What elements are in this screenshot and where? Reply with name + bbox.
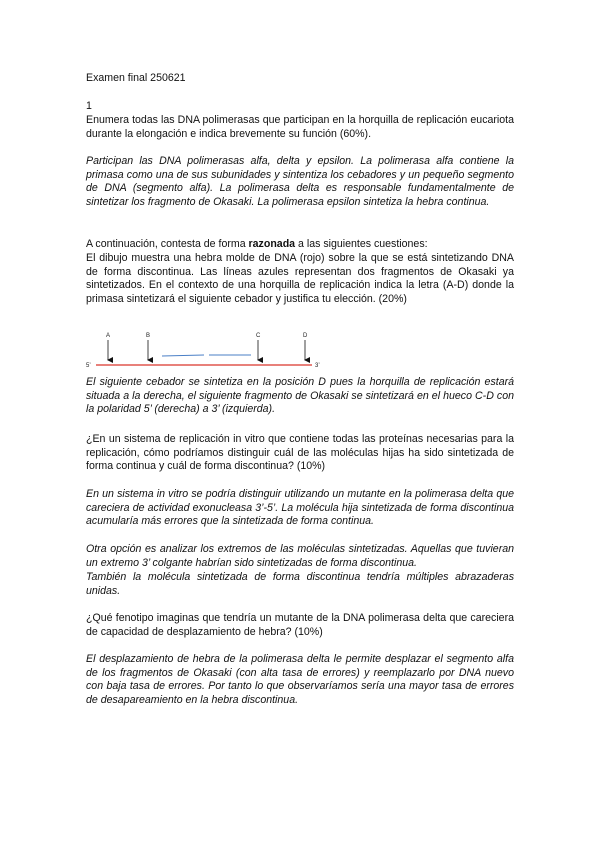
instructions-suffix: a las siguientes cuestiones: xyxy=(295,238,428,250)
question-1-number: 1 xyxy=(86,100,92,112)
question-2-text: El dibujo muestra una hebra molde de DNA (rojo) sobre la que se está sintetizando DNA de forma discontinua. Las líneas azules representan dos fragmentos de Okasaki ya sintetizados. En el contexto de una horquilla de replicación indica la letra (A-D) donde la primasa sintetizará el siguiente cebador y justifica tu elección. (20%) xyxy=(86,252,514,305)
position-label-d: D xyxy=(303,333,308,339)
position-label-b: B xyxy=(146,333,151,339)
five-prime-label: 5’ xyxy=(86,363,91,369)
okazaki-fragment-1 xyxy=(162,355,204,356)
answer-3-paragraph-1: En un sistema in vitro se podría distinguir utilizando un mutante en la polimerasa delta que careciera de actividad exonucleasa 3’-5’. La molécula hija sintetizada de forma discontinua acumularía más errores que la sintetizada de forma continua. xyxy=(86,488,514,528)
instructions-bold: razonada xyxy=(248,238,296,250)
position-label-c: C xyxy=(256,333,261,339)
position-label-a: A xyxy=(106,333,111,339)
question-1-text: Enumera todas las DNA polimerasas que participan en la horquilla de replicación eucariota durante la elongación e indica brevemente su función (60%). xyxy=(86,114,514,140)
instructions-line xyxy=(86,238,514,252)
answer-3-paragraph-2: Otra opción es analizar los extremos de las moléculas sintetizadas. Aquellas que tuvieran un extremo 3’ colgante habrían sido sintetizadas de forma discontinua. xyxy=(86,543,514,569)
answer-4-text: El desplazamiento de hebra de la polimerasa delta le permite desplazar el segmento alfa de los fragmentos de Okasaki (con alta tasa de errores) y reemplazarlo por DNA nuevo con baja tasa de errores. Por tanto lo que observaríamos sería una mayor tasa de errores de desapareamiento en la hebra discontinua. xyxy=(86,653,514,706)
question-3-text: ¿En un sistema de replicación in vitro que contiene todas las proteínas necesarias para la replicación, cómo podríamos distinguir cuál de las moléculas hijas ha sido sintetizada de forma continua y cuál de forma discontinua? (10%) xyxy=(86,433,514,473)
exam-title: Examen final 250621 xyxy=(86,72,186,84)
instructions-prefix: A continuación, contesta de forma xyxy=(86,238,249,250)
dna-template-diagram xyxy=(86,331,326,371)
answer-1-text: Participan las DNA polimerasas alfa, delta y epsilon. La polimerasa alfa contiene la primasa como una de sus subunidades y sintentiza los cebadores y un pequeño segmento de DNA (segmento alfa). La polimerasa delta es responsable fundamentalmente de sintetizar los fragmento de Okasaki. La polimerasa epsilon sintetiza la hebra continua. xyxy=(86,155,514,208)
question-4-text: ¿Qué fenotipo imaginas que tendría un mutante de la DNA polimerasa delta que careciera de capacidad de desplazamiento de hebra? (10%) xyxy=(86,612,514,638)
answer-3-paragraph-3: También la molécula sintetizada de forma discontinua tendría múltiples abrazaderas unidas. xyxy=(86,571,514,597)
answer-2-text: El siguiente cebador se sintetiza en la posición D pues la horquilla de replicación estará situada a la derecha, el siguiente fragmento de Okasaki se sintetizará en el hueco C-D con la polaridad 5’ (derecha) a 3’ (izquierda). xyxy=(86,376,514,416)
three-prime-label: 3’ xyxy=(315,363,320,369)
